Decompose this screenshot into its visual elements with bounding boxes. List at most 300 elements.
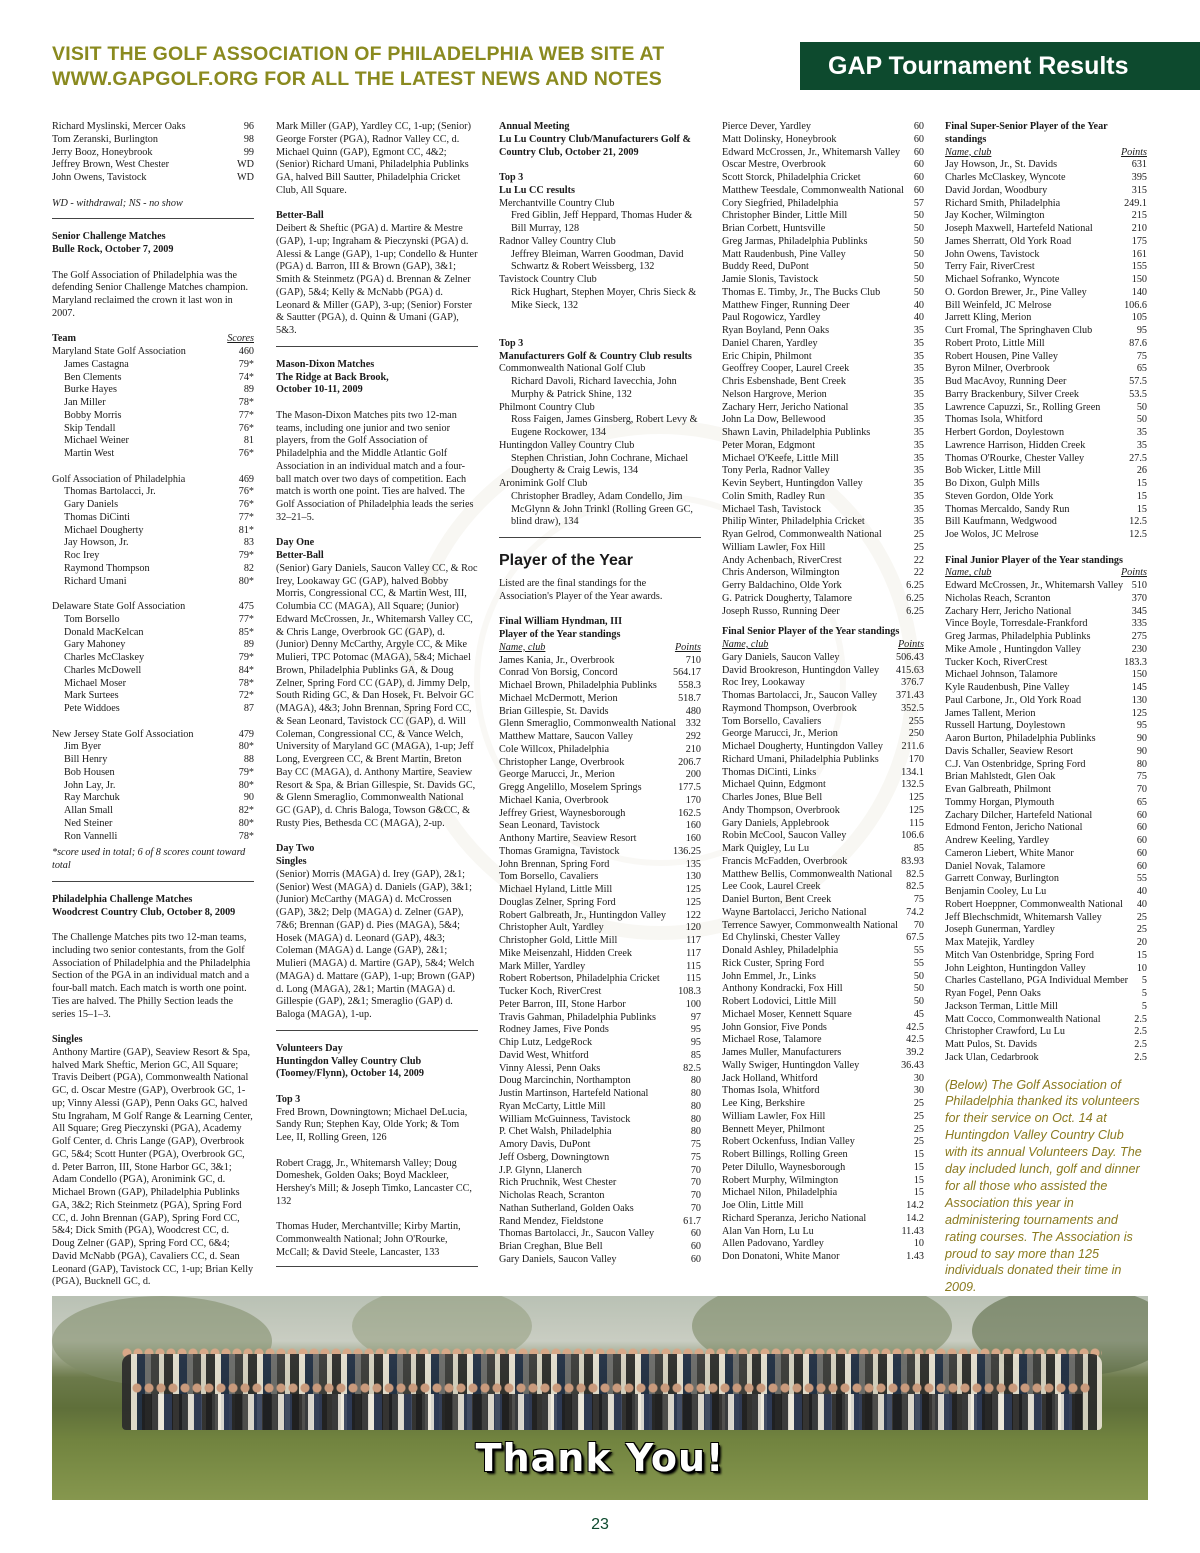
phila-challenge-venue: Woodcrest Country Club, October 8, 2009 — [52, 906, 236, 918]
row-value: 60 — [913, 184, 924, 196]
row-value: 70 — [690, 1177, 701, 1189]
standings-row — [722, 376, 924, 389]
row-value: 79* — [238, 652, 254, 663]
row-value: 40 — [913, 312, 924, 324]
mason-dixon-date: October 10-11, 2009 — [276, 384, 363, 396]
row-value: 35 — [913, 376, 924, 387]
row-name: Edward McCrossen, Jr., Whitemarsh Valley — [722, 146, 901, 158]
row-value: 480 — [685, 705, 701, 717]
standings-row — [945, 185, 1147, 198]
row-value: 415.63 — [895, 664, 924, 676]
row-name: Zachary Herr, Jericho National — [722, 401, 849, 413]
row-value: 134.1 — [901, 766, 924, 778]
row-value: 122 — [685, 909, 701, 921]
standings-row — [945, 682, 1147, 695]
row-value: 74* — [238, 371, 254, 383]
standings-row — [52, 627, 254, 640]
row-name: Raymond Thompson, Overbrook — [722, 702, 857, 714]
team-players: Christopher Bradley, Adam Condello, Jim McGlynn & John Trinkl (Rolling Green GC, blind draw), 134 — [511, 490, 693, 528]
standings-row — [945, 886, 1147, 899]
divider — [276, 1266, 478, 1267]
row-name: Thomas O'Rourke, Chester Valley — [945, 452, 1085, 464]
standings-row — [499, 1126, 701, 1139]
standings-row — [499, 1165, 701, 1178]
row-value: 371.43 — [895, 690, 924, 701]
row-name: Davis Schaller, Seaview Resort — [945, 745, 1074, 757]
row-value: 130 — [685, 871, 701, 883]
phila-challenge-para: The Challenge Matches pits two 12-man teams, including two senior contestants, from the Golf Association of Philadelphia and the Philadelphia Section of the PGA in an individual match and a four-ball match. Each match is worth one point. Ties are halved. The Philly Section leads the series 15–1–3. — [52, 932, 251, 1020]
standings-row — [722, 414, 924, 427]
row-value: 35 — [913, 439, 924, 451]
row-value: 35 — [913, 427, 924, 438]
row-name: Bennett Meyer, Philmont — [722, 1123, 825, 1135]
standings-row — [499, 1190, 701, 1203]
row-name: Philip Winter, Philadelphia Cricket — [722, 516, 865, 528]
team-total: 469 — [238, 473, 254, 485]
standings-row — [945, 810, 1147, 823]
row-name: J.P. Glynn, Llanerch — [499, 1164, 582, 1176]
team-total-row — [52, 601, 254, 614]
standings-row — [722, 198, 924, 211]
row-value: 35 — [913, 337, 924, 349]
row-value: 160 — [685, 833, 701, 844]
standings-row — [722, 287, 924, 300]
row-name: Daniel Charen, Yardley — [722, 337, 818, 349]
row-name: Barry Brackenbury, Silver Creek — [945, 388, 1079, 400]
row-value: 125 — [685, 896, 701, 908]
standings-row — [499, 846, 701, 859]
standings-row — [499, 935, 701, 948]
row-value: 36.43 — [901, 1059, 924, 1071]
row-name: William Lawler, Fox Hill — [722, 541, 826, 553]
standings-row — [722, 1060, 924, 1073]
points-head: Points — [1120, 146, 1147, 158]
row-value: 79* — [238, 358, 254, 370]
standings-row — [722, 516, 924, 529]
volunteers-top3-first: Fred Brown, Downingtown; Michael DeLucia, Sandy Run; Stephen Kay, Olde York; & Tom Lee, II, Rolling Green, 126 — [276, 1106, 468, 1143]
row-value: 12.5 — [1129, 529, 1147, 540]
qualifier-results — [52, 121, 254, 185]
row-value: 2.5 — [1134, 1051, 1147, 1063]
row-name: Lawrence Harrison, Hidden Creek — [945, 439, 1086, 451]
row-name: Paul Carbone, Jr., Old York Road — [945, 694, 1082, 706]
row-name: Amory Davis, DuPont — [499, 1139, 591, 1150]
day-one-text: (Senior) Gary Daniels, Saucon Valley CC, & Roc Irey, Lookaway GC (GAP), halved Bobby Morris, Congressional CC, & Martin West, III, Columbia CC (MAGA), All Square; (Junior) Edward McCrossen, Jr., Whitemarsh Valley CC, & Chris Lange, Overbrook GC (GAP), d. (Junior) Denny McCarthy, Argyle CC, & Mike Mulieri, TPC Potomac (MAGA), 5&4; Michael Brown, Philadelphia Publinks GA, & Doug Zelner, Spring Ford CC (GAP), d. Jimmy Delp, South Riding GC, & Dan Hosek, Ft. Belvoir GC (MAGA), 4&3; John Brennan, Spring Ford CC, & Sean Leonard, Tavistock CC (GAP), d. Will Coleman, Congressional CC, & Vance Welch, University of Maryland GC (MAGA), 1-up; Jeff Long, Evergreen CC, & Brent Martin, Breton Bay CC (MAGA), d. Anthony Martire, Seaview Resort & Spa, & Brian Gillespie, St. Davids GC, & Glenn Smeraglio, Commonwealth National GC (GAP), d. Chris Baloga, Towson G&CC, & Rusty Pies, Bethesda CC (MAGA), 2-up. — [276, 562, 478, 829]
row-value: 125 — [685, 884, 701, 895]
row-value: 510 — [1131, 580, 1147, 591]
hyndman-standings — [499, 655, 701, 1267]
row-value: 80* — [238, 779, 254, 791]
standings-row — [722, 1098, 924, 1111]
row-name: Tommy Horgan, Plymouth — [945, 796, 1055, 808]
row-name: Jeff Blechschmidt, Whitemarsh Valley — [945, 911, 1102, 923]
standings-row — [722, 491, 924, 504]
standings-row — [722, 389, 924, 402]
row-name: George Marucci, Jr., Merion — [499, 769, 615, 781]
standings-row — [722, 767, 924, 780]
row-value: 95 — [690, 1024, 701, 1036]
row-value: 292 — [685, 731, 701, 742]
standings-row — [945, 351, 1147, 364]
row-value: 250 — [908, 728, 924, 740]
promo-line-2: WWW.GAPGOLF.ORG FOR ALL THE LATEST NEWS AND NOTES — [52, 68, 662, 90]
row-value: 25 — [913, 1136, 924, 1148]
row-name: C.J. Van Ostenbridge, Spring Ford — [945, 758, 1086, 770]
row-name: Lawrence Capuzzi, Sr., Rolling Green — [945, 401, 1101, 413]
row-name: Jeffrey Brown, West Chester — [52, 159, 170, 171]
standings-row — [52, 703, 254, 716]
row-value: 70 — [913, 919, 924, 931]
row-value: 35 — [913, 350, 924, 362]
row-name: Edward McCrossen, Jr., Whitemarsh Valley — [945, 580, 1124, 591]
standings-row — [52, 525, 254, 538]
standings-row — [499, 731, 701, 744]
standings-row — [945, 950, 1147, 963]
row-name: Jay Howson, Jr., St. Davids — [945, 159, 1058, 171]
row-name: Jeff Osberg, Downingtown — [499, 1151, 610, 1163]
standings-row — [52, 134, 254, 147]
column-1 — [52, 121, 254, 1289]
row-value: 40 — [1136, 898, 1147, 910]
divider — [52, 881, 254, 882]
singles-continued: Mark Miller (GAP), Yardley CC, 1-up; (Senior) George Forster (PGA), Radnor Valley CC, d. Michael Quinn (GAP), Egmont CC, 4&2; (Senior) Richard Umani, Philadelphia Publinks GA, halved Bill Sautter, Philadelphia Cricket Club, All Square. — [276, 121, 471, 196]
row-name: Douglas Zelner, Spring Ford — [499, 896, 616, 908]
row-value: 81* — [238, 524, 254, 536]
points-head: Points — [1120, 567, 1147, 579]
lulu-top3-head: Top 3 — [499, 172, 524, 183]
row-value: 95 — [690, 1037, 701, 1048]
standings-row — [722, 1111, 924, 1124]
row-value: 25 — [913, 1110, 924, 1122]
standings-row — [499, 1024, 701, 1037]
standings-row — [945, 478, 1147, 491]
row-name: Robert Lodovici, Little Mill — [722, 996, 837, 1007]
row-name: Thomas Gramigna, Tavistock — [499, 845, 620, 857]
standings-row — [52, 423, 254, 436]
row-value: 120 — [685, 922, 701, 934]
row-value: 35 — [1136, 439, 1147, 451]
row-name: Shawn Lavin, Philadelphia Publinks — [722, 427, 871, 438]
standings-row — [945, 1026, 1147, 1039]
standings-row — [722, 147, 924, 160]
standings-row — [722, 555, 924, 568]
standings-row — [499, 986, 701, 999]
row-value: 255 — [908, 715, 924, 727]
row-value: 5 — [1141, 975, 1147, 987]
standings-row — [945, 504, 1147, 517]
row-name: Joe Olin, Little Mill — [722, 1200, 804, 1211]
row-name: Matt Raudenbush, Pine Valley — [722, 248, 846, 260]
standings-row — [499, 1012, 701, 1025]
row-value: 25 — [913, 1098, 924, 1109]
row-name: Daniel Novak, Talamore — [945, 860, 1046, 872]
standings-row — [499, 744, 701, 757]
row-value: 15 — [1136, 478, 1147, 489]
row-value: 75 — [1136, 350, 1147, 362]
row-value: 80 — [1136, 758, 1147, 770]
standings-row — [722, 453, 924, 466]
row-name: James Muller, Manufacturers — [722, 1047, 842, 1058]
standings-row — [945, 325, 1147, 338]
row-name: Eric Chipin, Philmont — [722, 350, 812, 362]
standings-row — [722, 945, 924, 958]
row-name: Matt Cocco, Commonwealth National — [945, 1013, 1101, 1025]
standings-row — [945, 440, 1147, 453]
senior-challenge-venue: Bulle Rock, October 7, 2009 — [52, 244, 174, 255]
row-value: 50 — [913, 970, 924, 982]
standings-row — [945, 159, 1147, 172]
row-value: 275 — [1131, 631, 1147, 642]
row-name: Richard Smith, Philadelphia — [945, 197, 1061, 209]
team-name: Maryland State Golf Association — [52, 346, 186, 357]
row-name: Michael Sofranko, Wyncote — [945, 274, 1060, 285]
row-name: Thomas Isola, Whitford — [722, 1085, 820, 1097]
volunteers-top3-head: Top 3 — [276, 1093, 301, 1105]
standings-row — [499, 973, 701, 986]
row-name: Skip Tendall — [64, 422, 116, 434]
row-name: Brian Corbett, Huntsville — [722, 223, 826, 234]
row-name: Vinny Alessi, Penn Oaks — [499, 1062, 601, 1074]
row-name: Charles McDowell — [64, 664, 142, 676]
standings-row — [722, 983, 924, 996]
row-name: Michael Nilon, Philadelphia — [722, 1187, 838, 1199]
row-value: 35 — [913, 414, 924, 426]
column-3 — [499, 121, 701, 1267]
mason-dixon-venue: The Ridge at Back Brook, — [276, 371, 389, 383]
standings-row — [499, 1152, 701, 1165]
row-name: Thomas Bartolacci, Jr., Saucon Valley — [722, 690, 878, 701]
standings-row — [722, 1213, 924, 1226]
row-name: Benjamin Cooley, Lu Lu — [945, 886, 1047, 897]
row-value: 99 — [243, 146, 254, 158]
row-name: Byron Milner, Overbrook — [945, 363, 1050, 375]
row-name: Scott Storck, Philadelphia Cricket — [722, 172, 861, 183]
row-name: Roc Irey — [64, 550, 100, 561]
row-value: 249.1 — [1124, 197, 1147, 209]
row-name: Joseph Russo, Running Deer — [722, 605, 840, 617]
standings-row — [722, 1187, 924, 1200]
row-name: Conrad Von Borsig, Concord — [499, 667, 618, 679]
row-value: 60 — [913, 121, 924, 132]
standings-row — [945, 236, 1147, 249]
row-name: Richard Umani, Philadelphia Publinks — [722, 753, 879, 765]
team-club: Tavistock Country Club — [499, 274, 597, 285]
lulu-results — [499, 198, 701, 313]
row-value: 161 — [1131, 248, 1147, 260]
row-name: Greg Jarmas, Philadelphia Publinks — [945, 631, 1091, 642]
standings-row — [499, 706, 701, 719]
row-name: Kevin Seybert, Huntingdon Valley — [722, 478, 863, 489]
standings-row — [722, 210, 924, 223]
row-name: Ray Marchuk — [64, 792, 120, 804]
row-value: 65 — [1136, 363, 1147, 375]
row-value: 80* — [238, 741, 254, 753]
row-value: 6.25 — [906, 592, 924, 604]
team-players: Fred Giblin, Jeff Heppard, Thomas Huder & Bill Murray, 128 — [511, 210, 693, 234]
row-value: 80 — [690, 1088, 701, 1099]
standings-row — [945, 516, 1147, 529]
row-name: Martin West — [64, 448, 115, 459]
row-name: Michael Johnson, Talamore — [945, 669, 1058, 681]
team-club: Aronimink Golf Club — [499, 478, 588, 489]
standings-row — [945, 937, 1147, 950]
row-value: 67.5 — [906, 932, 924, 944]
standings-row — [945, 975, 1147, 988]
standings-row — [722, 134, 924, 147]
standings-row — [722, 894, 924, 907]
row-value: 50 — [913, 983, 924, 995]
standings-row — [722, 427, 924, 440]
standings-row — [722, 716, 924, 729]
team-players: Ross Faigen, James Ginsberg, Robert Levy & Eugene Rockower, 134 — [511, 414, 698, 438]
row-name: Jay Howson, Jr. — [64, 537, 129, 549]
name-club-head: Name, club — [945, 567, 992, 579]
row-value: 50 — [913, 286, 924, 298]
row-name: Jerry Booz, Honeybrook — [52, 146, 153, 158]
row-name: Zachary Herr, Jericho National — [945, 605, 1072, 617]
standings-row — [945, 657, 1147, 670]
standings-row — [722, 754, 924, 767]
standings-row — [722, 300, 924, 313]
standings-row — [499, 1037, 701, 1050]
row-name: Wayne Bartolacci, Jericho National — [722, 906, 867, 918]
standings-row — [52, 147, 254, 160]
standings-row — [499, 1241, 701, 1254]
standings-row — [499, 948, 701, 961]
row-value: 60 — [1136, 822, 1147, 834]
standings-row — [499, 1050, 701, 1063]
standings-row — [945, 835, 1147, 848]
row-value: 564.17 — [672, 667, 701, 679]
row-value: 106.6 — [1124, 299, 1147, 311]
row-value: 89 — [243, 639, 254, 651]
row-value: 82.5 — [906, 868, 924, 880]
standings-row — [722, 665, 924, 678]
row-value: 136.25 — [672, 845, 701, 857]
row-name: G. Patrick Dougherty, Talamore — [722, 592, 852, 604]
row-name: Ryan Gelrod, Commonwealth National — [722, 529, 882, 540]
row-name: Zachary Dilcher, Hartefeld National — [945, 809, 1093, 821]
row-name: Max Matejik, Yardley — [945, 937, 1035, 948]
row-value: 76* — [238, 422, 254, 434]
row-name: Lee King, Berkshire — [722, 1098, 805, 1109]
row-value: 50 — [913, 996, 924, 1007]
row-name: Charles Jones, Blue Bell — [722, 792, 823, 803]
row-name: Lee Cook, Laurel Creek — [722, 881, 821, 893]
row-name: Cole Willcox, Philadelphia — [499, 743, 610, 755]
row-name: Mike Meisenzahl, Hidden Creek — [499, 947, 632, 959]
phila-challenge-title: Philadelphia Challenge Matches — [52, 893, 193, 905]
row-name: Matthew Teesdale, Commonwealth National — [722, 184, 904, 196]
row-name: Justin Martinson, Hartefeld National — [499, 1088, 649, 1099]
row-name: Thomas E. Timby, Jr., The Bucks Club — [722, 286, 881, 298]
row-name: Joseph Gunerman, Yardley — [945, 924, 1055, 936]
standings-row — [499, 808, 701, 821]
row-value: 170 — [908, 753, 924, 765]
row-name: Chris Anderson, Wilmington — [722, 567, 840, 579]
standings-row — [945, 363, 1147, 376]
team-head: Team — [52, 333, 76, 345]
row-value: 35 — [913, 465, 924, 477]
row-value: 345 — [1131, 605, 1147, 617]
divider — [276, 346, 478, 347]
row-value: 183.3 — [1124, 656, 1147, 668]
standings-row — [52, 805, 254, 818]
team-total: 475 — [238, 601, 254, 612]
row-value: 60 — [1136, 835, 1147, 846]
standings-row — [52, 665, 254, 678]
senior-poy-title: Final Senior Player of the Year standings — [722, 626, 900, 638]
standings-row — [722, 1175, 924, 1188]
row-name: Donald MacKelcan — [64, 626, 144, 638]
row-value: 135 — [685, 858, 701, 870]
row-value: 60 — [913, 133, 924, 145]
row-name: John Lay, Jr. — [64, 779, 116, 791]
row-value: 83.93 — [901, 855, 924, 867]
row-value: 96 — [243, 121, 254, 132]
row-name: Kyle Raudenbush, Pine Valley — [945, 682, 1070, 693]
standings-row — [499, 910, 701, 923]
row-name: Christopher Binder, Little Mill — [722, 210, 848, 222]
standings-row — [52, 512, 254, 525]
standings-row — [52, 639, 254, 652]
standings-row — [52, 831, 254, 844]
points-head: Points — [897, 639, 924, 650]
row-value: 60 — [913, 146, 924, 158]
row-name: Tom Borsello — [64, 613, 120, 625]
row-value: 115 — [686, 973, 701, 985]
row-name: John Emmel, Jr., Links — [722, 970, 816, 982]
row-name: Brian Creghan, Blue Bell — [499, 1241, 603, 1252]
standings-row — [945, 606, 1147, 619]
row-name: Michael Quinn, Edgmont — [722, 779, 826, 791]
row-name: Paul Rogowicz, Yardley — [722, 312, 821, 324]
row-name: Ed Chylinski, Chester Valley — [722, 932, 841, 944]
row-value: 85 — [913, 843, 924, 854]
row-name: Chris Esbenshade, Bent Creek — [722, 376, 846, 387]
standings-row — [722, 402, 924, 415]
row-value: 76* — [238, 486, 254, 498]
standings-row — [722, 580, 924, 593]
row-value: 150 — [1131, 669, 1147, 681]
standings-row — [945, 427, 1147, 440]
row-name: Allan Small — [64, 805, 113, 816]
mason-dixon-title: Mason-Dixon Matches — [276, 358, 375, 370]
standings-row — [945, 1052, 1147, 1065]
annual-meeting-venue: Lu Lu Country Club/Manufacturers Golf & Country Club, October 21, 2009 — [499, 133, 691, 158]
standings-row — [499, 1228, 701, 1241]
day-two-text: (Senior) Morris (MAGA) d. Irey (GAP), 2&1; (Senior) West (MAGA) d. Daniels (GAP), 3&1; (Junior) McCarthy (MAGA) d. McCrossen (GAP), 3&2; Delp (MAGA) d. Zelner (GAP), 7&6; Brennan (GAP) d. Pies (MAGA), 5&4; Hosek (MAGA) d. Leonard (GAP), 4&3; Coleman (MAGA) d. Lange (GAP), 2&1; Mulieri (MAGA) d. Martire (GAP), 5&4; Welch (MAGA) d. Mattare (GAP), 1-up; Brown (GAP) d. Long (MAGA), 2&1; Martin (MAGA) d. Gillespie (GAP), 2&1; Smeraglio (GAP) d. Baloga (MAGA), 1-up. — [276, 868, 475, 1020]
row-value: 35 — [913, 490, 924, 502]
row-value: 60 — [1136, 809, 1147, 821]
standings-row — [945, 338, 1147, 351]
row-value: 75 — [913, 894, 924, 905]
standings-row — [499, 1101, 701, 1114]
standings-row — [499, 718, 701, 731]
row-name: P. Chet Walsh, Philadelphia — [499, 1126, 612, 1138]
row-value: 215 — [1131, 210, 1147, 222]
standings-row — [722, 869, 924, 882]
junior-table-header — [945, 567, 1147, 580]
row-value: 95 — [1136, 720, 1147, 732]
row-value: 78* — [238, 677, 254, 689]
row-name: Andy Thompson, Overbrook — [722, 804, 840, 816]
row-name: Bud MacAvoy, Running Deer — [945, 376, 1067, 387]
standings-row — [499, 897, 701, 910]
row-name: David West, Whitford — [499, 1049, 589, 1061]
row-name: Ryan Boyland, Penn Oaks — [722, 325, 830, 336]
standings-row — [52, 172, 254, 185]
